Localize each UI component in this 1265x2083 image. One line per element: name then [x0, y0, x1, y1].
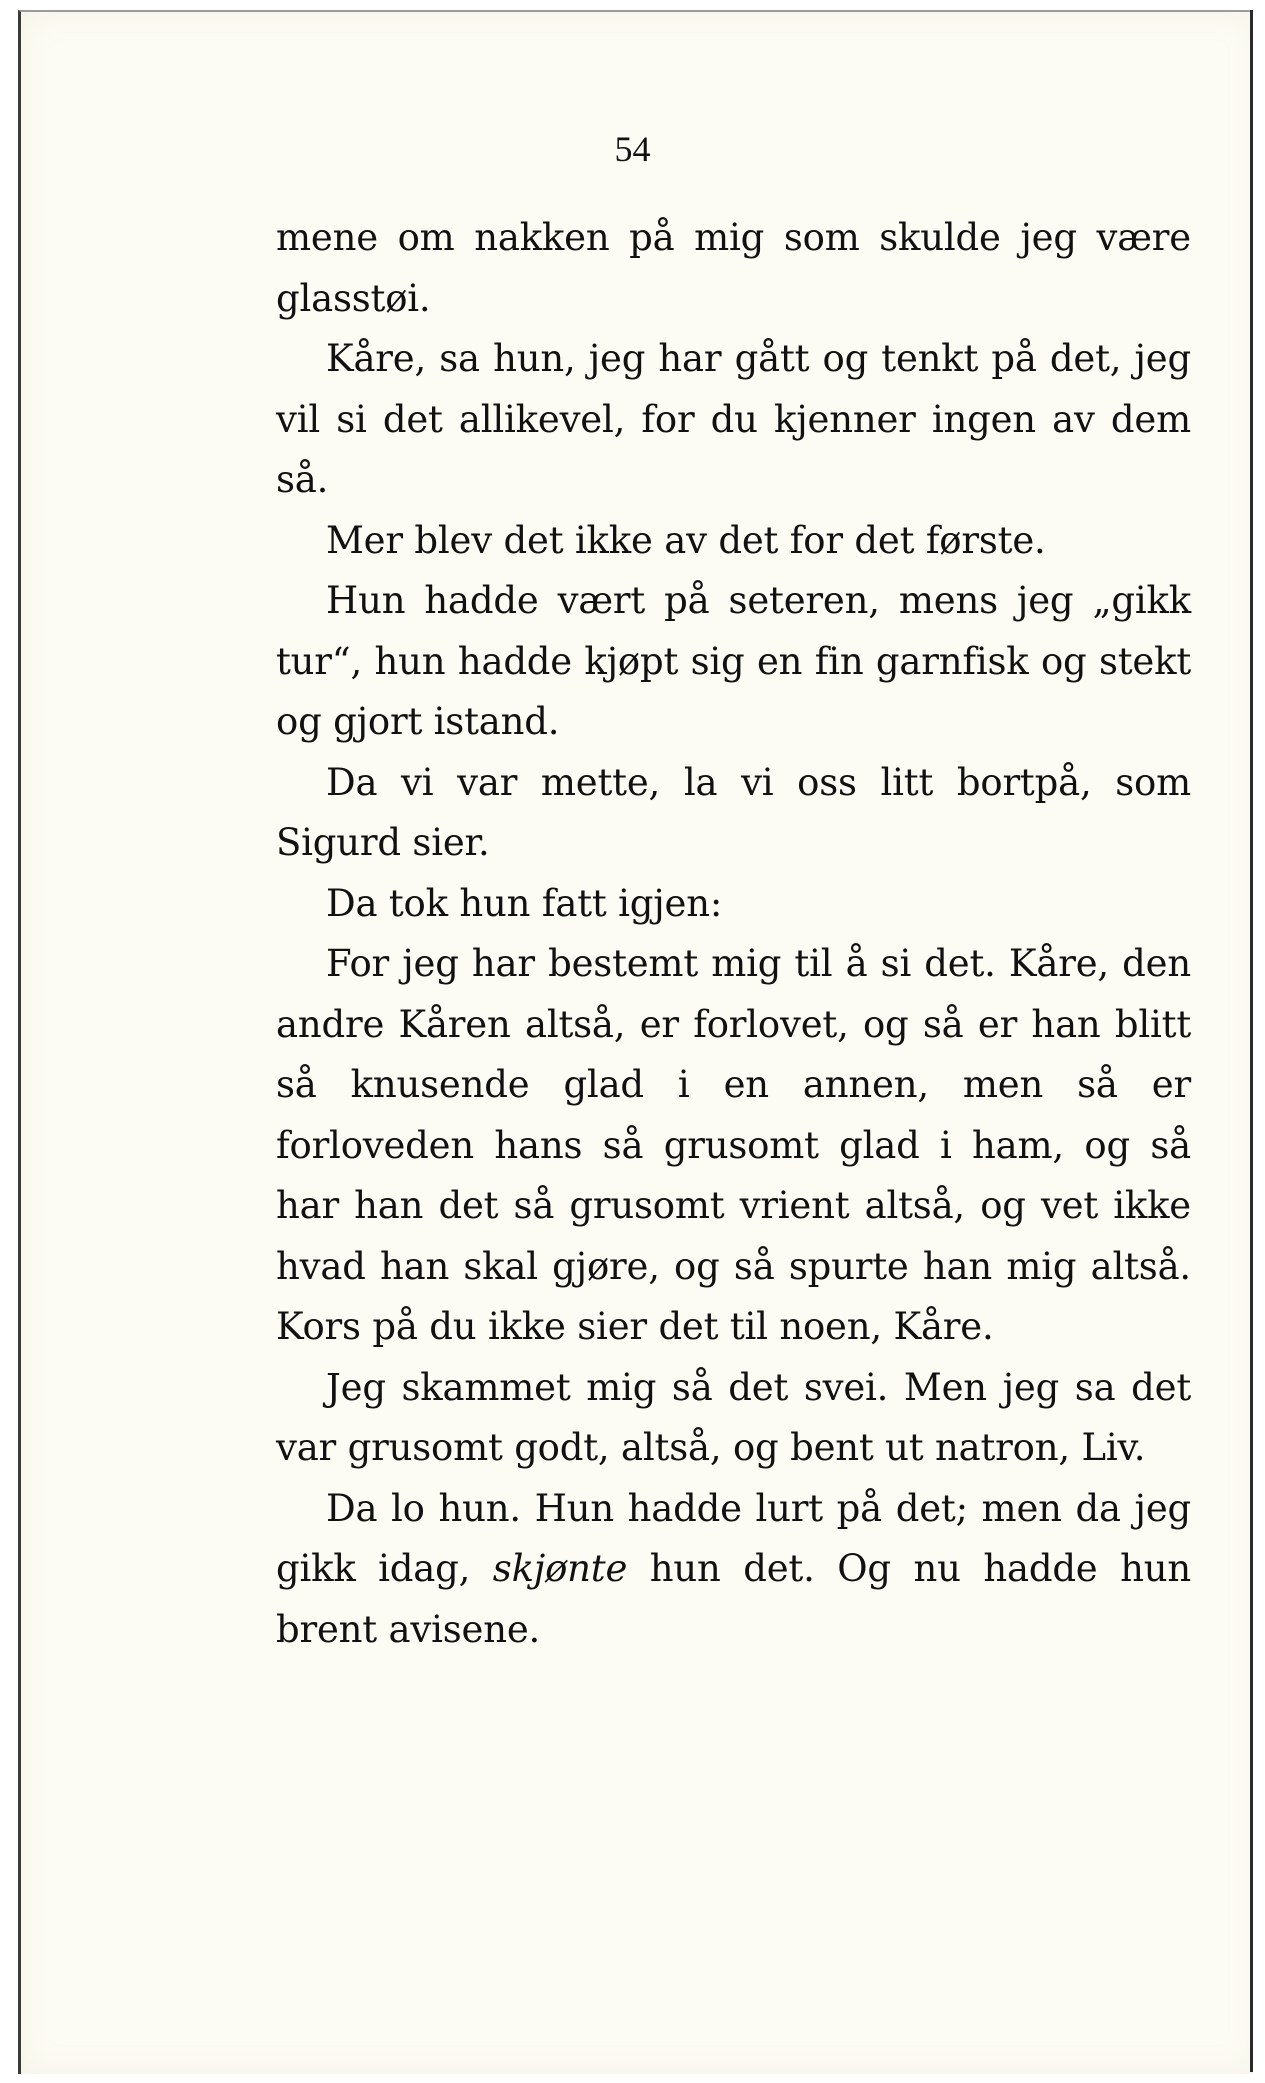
paragraph: Hun hadde vært på seteren, mens jeg „gikk tur“, hun hadde kjøpt sig en fin garnfisk og stekt og gjort istand.: [276, 579, 1191, 743]
paragraph: Mer blev det ikke av det for det første.: [326, 518, 1046, 562]
page-margin: [1253, 0, 1265, 2083]
page-number: 54: [614, 129, 651, 169]
emphasized-word: skjønte: [492, 1547, 628, 1590]
paragraph: Jeg skammet mig så det svei. Men jeg sa det var grusomt godt, altså, og bent ut natron, Liv.: [276, 1365, 1191, 1469]
paragraph: Da vi var mette, la vi oss litt bortpå, som Sigurd sier.: [276, 760, 1191, 864]
body-text: [276, 208, 1191, 1660]
paragraph: For jeg har bestemt mig til å si det. Kåre, den andre Kåren altså, er forlovet, og så er han blitt så knusende glad i en annen, men så er forloveden hans så grusomt glad i ham, og så har han det så grusomt vrient altså, og vet ikke hvad han skal gjøre, og så spurte han mig altså. Kors på du ikke sier det til noen, Kåre.: [276, 942, 1191, 1348]
paragraph: mene om nakken på mig som skulde jeg være glasstøi.: [276, 216, 1191, 320]
paragraph: Kåre, sa hun, jeg har gått og tenkt på det, jeg vil si det allikevel, for du kjenner ingen av dem så.: [276, 337, 1191, 501]
paragraph-text: Da lo hun. Hun hadde lurt på det; men da jeg gikk idag,: [276, 1486, 1191, 1590]
paragraph: Da tok hun fatt igjen:: [326, 881, 723, 925]
paragraph: [276, 1479, 1191, 1661]
paragraph-text: hun det. Og nu hadde hun brent avisene.: [276, 1547, 1191, 1651]
